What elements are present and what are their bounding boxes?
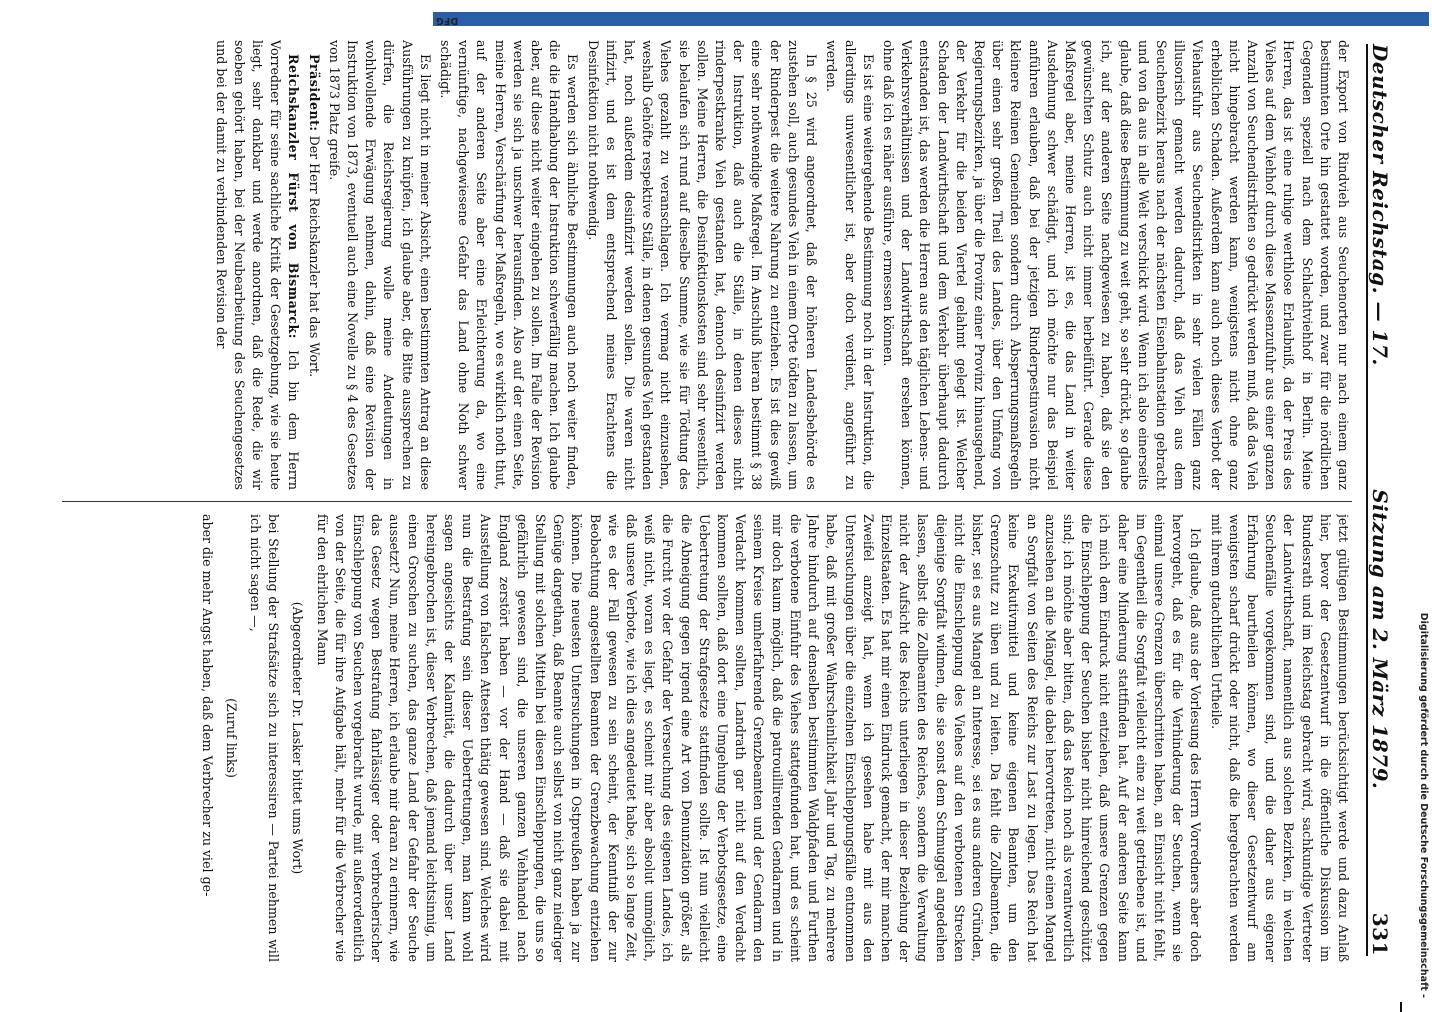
page-header [1366, 44, 1402, 956]
paragraph: Ich glaube, daß aus der Vorlesung des Herrn Vorredners aber doch hervorgeht, daß es für die Verhinderung der Seuchen, wenn sie einmal unsere Grenzen überschritten haben, an Einsicht nicht fehlt, im Gegentheil die Sorgfalt vielleicht eine zu weit getriebene ist, und daher eine Minderung stattfinden hat. Auf der anderen Seite kann ich mich dem Eindruck nicht entziehen, daß unsere Grenzen gegen die Einschleppung der Seuchen bisher nicht hinreichend geschützt sind; ich möchte aber bitten, daß das Reich noch als verantwortlich anzusehen an die Mängel, die dabei hervortreten, nicht einen Mangel an Sorgfalt von Seiten des Reichs zur Last zu legen. Das Reich hat keine Exekutivmittel und keine eigenen Beamten, um den Grenzschutz zu üben und zu leiten. Da fehlt die Zollbeamten, die bisher, sei es aus Mangel an Interesse, sei es aus anderen Gründen, nicht die Einschleppung des Viehes auf den verbotenen Strecken diejenige Sorgfalt widmen, die sie sonst dem Schmuggel angedeihen lassen, selbst die Zollbeamten des Reiches, sondern die Verwaltung nicht der Aufsicht des Reichs unterliegen in dieser Beziehung der Einzelstaaten. Es hat mir einen Eindruck gemacht, der mir manchen Zweifel anzeigt hat, wenn ich gesehen habe mit aus den Untersuchungen über die einzelnen Einschleppungsfälle entnommen habe, daß mit großer Wahrscheinlichkeit Jahr und Tag, zu mehrere Jahre hindurch auf denselben bestimmten Waldpfaden und Furthen die verbotene Einfuhr des Viehes stattgefunden hat, und es scheint mir doch kaum möglich, daß die patrouillirenden Gendarmen und in seinem Kreise umherfahrende Grenzbeamten und der Gendarm den Verdacht kommen sollten, Landrath gar nicht auf den Verdacht kommen sollten, daß dort eine Umgehung der Verbotsgesetze, eine Uebertretung der Strafgesetze stattfinden sollte. Ist nun vielleicht die Abneigung gegen irgend eine Art von Denunziation größer, als die Furcht vor der Gefahr der Verseuchung des eigenen Landes, ich weiß nicht, woran es liegt, es scheint mir aber absolut unmöglich, daß unsere Verbote, wie ich dies angedeutet habe, sich so lange Zeit, wie es der Fall gewesen zu sein scheint, der Kenntniß der zur Beobachtung angestellten Beamten der Grenzbewachung entziehen können. Die neuesten Untersuchungen in Ostpreußen haben ja zur Genüge dargethan, daß Beamte auch selbst von nicht ganz niedriger Stellung mit solchen Mitteln bei diesen Einschleppungen, die uns so gefährlich gewesen sind, die unseren ganzen Viehhandel nach England zerstört haben — vor der Hand — daß sie dabei mit Ausstellung von falschen Attesten thätig gewesen sind. Welches wird nun die Bestrafung sein dieser Uebertretungen, man kann wohl sagen angesichts der Kalamität, die dadurch über unser Land hereingebrochen ist, dieser Verbrechen, daß jemand leichtsinnig, um einen Groschen zu suchen, das ganze Land der Gefahr der Seuche aussetzt? Nun, meine Herren, ich erlaube mir daran zu erinnern, wie das Gesetz wegen Bestrafung fahrlässiger oder verbrecherischer Einschleppung von Seuchen vorgebracht wurde, mit außerordentlich von der Seite, die für ihre Aufgabe hält, mehr für die Verbrecher wie für den ehrlichen Mann [314, 514, 1204, 962]
speaker-name: Reichskanzler Fürst von Bismarck: [286, 54, 302, 339]
digitization-label: Digitalisierung gefördert durch die Deutsche Forschungsgemeinschaft - [1418, 612, 1429, 998]
speaker-text: Ich bin dem Herrn Vorredner für seine sachliche Kritik der Gesetzgebung, wie sie heute liegt, sehr dankbar und werde anordnen, daß die Rede, die wir soeben gehört haben, bei der Neubearbeitung des Seuchengesetzes und bei der damit zu verbindenden Revision der [213, 40, 302, 490]
paragraph: jetzt gültigen Bestimmungen berücksichtigt werde und dazu Anlaß hier, bevor der Gesetzentwurf in die öffentliche Diskussion im Bundesrath und im Reichstag gebracht wird, sachkundige Vertreter der Landwirthschaft, namentlich aus solchen Bezirken, in welchen Seuchenfälle vorgekommen sind, und die daher aus eigener Erfahrung beurtheilen können, wo dieser Gesetzentwurf am wenigsten scharf drückt oder nicht, daß die hergebrachten werden mit ihrem gutachtlichen Urtheile. [1208, 514, 1351, 962]
header-session: Sitzung am 2. März 1879. [1368, 489, 1392, 790]
paragraph: bei Stellung der Strafsätze sich zu interessiren — Partei nehmen will ich nicht sagen —, [248, 514, 282, 962]
paragraph: Es ist eine weitergehende Bestimmung noch in der Instruktion, die allerdings unwesentlicher ist, aber doch verdient, angeführt zu werden. [824, 40, 876, 490]
paragraph: aber die mehr Angst haben, daß dem Verbrecher zu viel ge- [199, 514, 215, 897]
scan-artifact [1400, 1002, 1402, 1012]
text-column-right [52, 514, 1352, 962]
dfg-logo: DFG [433, 12, 1429, 26]
column-divider [62, 501, 1352, 502]
paragraph: der Export von Rindvieh aus Seuchenorten nur nach einem ganz bestimmten Orte hin gestattet worden, und zwar für die nördlichen Gegenden speziell nach dem Schlachtviehhof in Berlin. Meine Herren, das ist eine ruhige werthlose Erlaubniß, da der Preis des Viehes auf dem Viehhof durch diese Massenzufuhr aus einer ganzen Anzahl von Seuchendistrikten so gedrückt werden muß, daß das Vieh nicht hingebracht werden kann, wenigstens nicht ohne ganz erheblichen Schaden. Außerdem kann auch noch dieses Verbot der Viehausfuhr aus Seuchendistrikten in sehr vielen Fällen ganz illusorisch gemacht werden dadurch, daß das Vieh aus dem Seuchenbezirk heraus nach der nächsten Eisenbahnstation gebracht und von da aus in alle Welt verschickt wird. Wenn ich also einerseits glaube, daß diese Bestimmung zu weit geht, so sehr drückt, so glaube ich, auf der anderen Seite nachgewiesen zu haben, daß sie den gewünschten Schutz auch nicht immer herbeiführt. Gerade diese Maßregel aber, meine Herren, ist es, die das Land in weiter Ausdehnung schwer schädigt, und ich möchte nur das Beispiel anführen erlauben, daß bei der jetzigen Rinderpestinvasion nicht kleinere Reinen Gemeinden sondern durch Absperrungsmaßregeln über einen sehr großen Theil des Landes, über den Umfang von Regierungsbezirken, ja über die Provinz einer Provinz hinausgehend, der Verkehr für die beiden Viertel gelahmt gelegt ist. Welcher Schaden der Landwirthschaft und dem Verkehr überhaupt dadurch entstanden ist, das werden die Herren aus den täglichen Lebens- und Verkehrsverhältnissen und der Landwirthschaft ersehen können, ohne daß ich es näher ausführe, ermessen können. [880, 40, 1351, 490]
speaker-name: Präsident: [306, 54, 322, 132]
speaker-paragraph [304, 40, 322, 490]
speaker-paragraph [211, 40, 302, 490]
paragraph: In § 25 wird angeordnet, daß der höheren Landesbehörde es zustehen soll, auch gesundes Vieh in einem Orte tödten zu lassen, um der Rinderpest die weitere Nahrung zu entziehen. Es ist dies gewiß eine sehr nothwendige Maßregel. Im Anschluß hieran bestimmt § 38 der Instruktion, daß auch die Ställe, in denen dieses nicht rinderpestkranke Vieh gestanden hat, dennoch desinfizirt werden sollen. Meine Herren, die Desinfektionskosten sind sehr wesentlich, sie belaufen sich rund auf dieselbe Summe, wie sie für Tödtung des Viehes gezahlt zu veranschlagen. Ich vermag nicht einzusehen, weshalb Gehöfte respektive Ställe, in denen gesundes Vieh gestanden hat, noch außerdem desinfizirt werden sollen. Die waren nicht infizirt, und es ist dem entsprechend meines Erachtens die Desinfektion nicht nothwendig. [585, 40, 820, 490]
page-number: 331 [1368, 912, 1392, 956]
text-column-left [52, 40, 1352, 490]
paragraph: Es liegt nicht in meiner Absicht, einen bestimmten Antrag an diese Ausführungen zu knüpfen, ich glaube aber, die Bitte aussprechen zu dürfen, die Reichsregierung wolle meine Andeutungen in wohlwollende Erwägung nehmen, dahin, daß eine Revision der Instruktion von 1873, eventuell auch eine Novelle zu § 4 des Gesetzes von 1873 Platz greife. [326, 40, 433, 490]
header-title: Deutscher Reichstag. — 17. [1368, 44, 1392, 366]
interjection: (Abgeordneter Dr. Lasker bittet ums Wort) [290, 601, 306, 875]
paragraph: Es werden sich ähnliche Bestimmungen auch noch weiter finden, die die Handhabung der Instruktion schwerfällig machen. Ich glaube aber, auf diese nicht weiter eingehen zu sollen. Im Falle der Revision werden sie sich ja unschwer herausfinden. Also auf der einen Seite, meine Herren, Verschärfung der Maßregeln, wo es wirklich noth thut, auf der anderen Seite aber eine Erleichterung da, wo eine vernünftige, nachgewiesene Gefahr das Land ohne Noth schwer schädigt. [438, 40, 581, 490]
interjection: (Zuruf links) [223, 698, 239, 778]
speaker-text: Der Herr Reichskanzler hat das Wort. [306, 135, 322, 378]
